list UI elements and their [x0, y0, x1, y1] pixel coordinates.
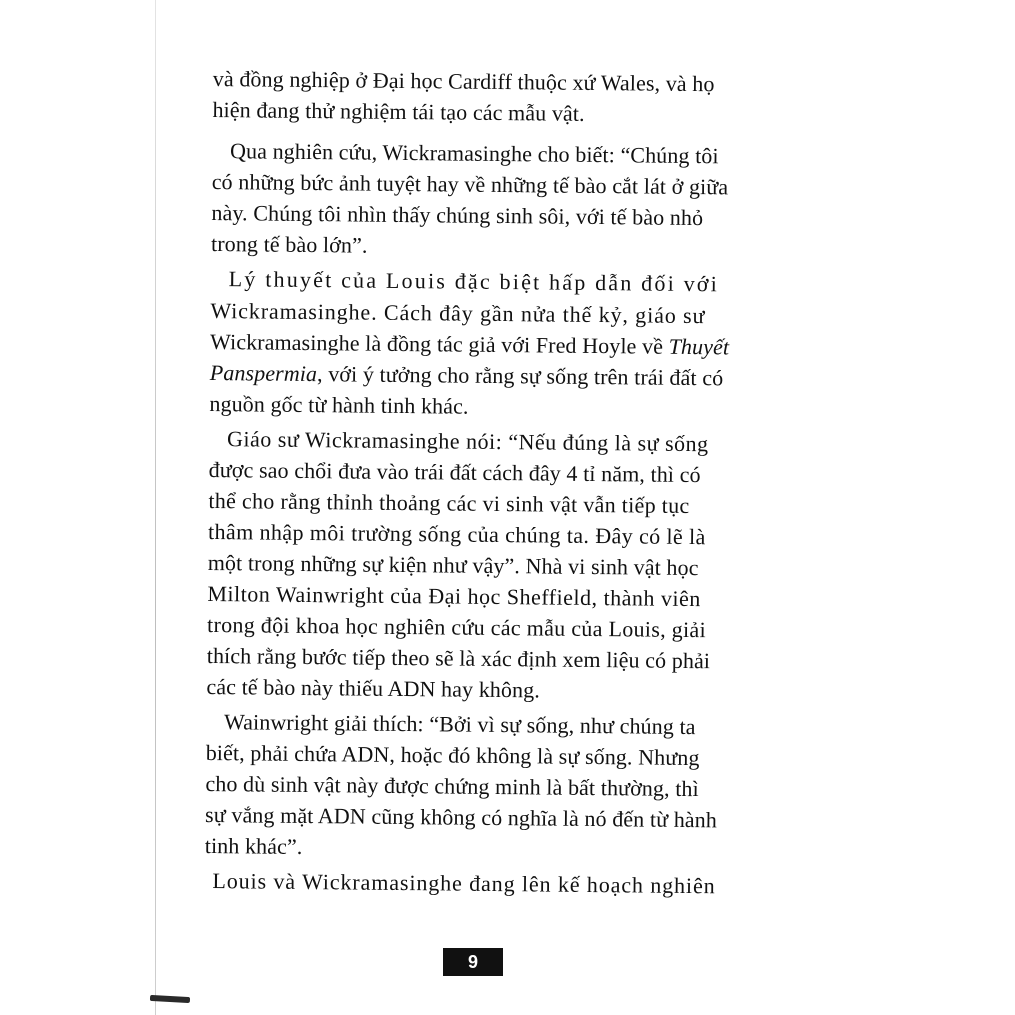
text-line: và đồng nghiệp ở Đại học Cardiff thuộc xứ Wales, và họ — [212, 65, 715, 97]
text-line: nguồn gốc từ hành tinh khác. — [209, 390, 469, 419]
text-line: Lý thuyết của Louis đặc biệt hấp dẫn đối với — [228, 266, 720, 297]
text-line: có những bức ảnh tuyệt hay về những tế bào cắt lát ở giữa — [211, 168, 729, 200]
text-line: sự vắng mặt ADN cũng không có nghĩa là nó đến từ hành — [205, 801, 718, 833]
text-line: biết, phải chứa ADN, hoặc đó không là sự sống. Nhưng — [205, 739, 700, 771]
page-number: 9 — [443, 948, 503, 976]
text-line: Wickramasinghe là đồng tác giả với Fred Hoyle về Thuyết — [209, 328, 730, 360]
text-line: cho dù sinh vật này được chứng minh là bất thường, thì — [205, 770, 699, 802]
text-line: thích rằng bước tiếp theo sẽ là xác định xem liệu có phải — [206, 642, 711, 674]
text-line: Qua nghiên cứu, Wickramasinghe cho biết: “Chúng tôi — [229, 138, 719, 169]
page-edge-line — [155, 0, 156, 1015]
text-line: tinh khác”. — [204, 832, 303, 859]
text-line: Milton Wainwright của Đại học Sheffield, thành viên — [207, 580, 701, 612]
text-line: các tế bào này thiếu ADN hay không. — [206, 673, 541, 703]
text-line: Panspermia, với ý tưởng cho rằng sự sống trên trái đất có — [209, 359, 724, 391]
text-line: trong đội khoa học nghiên cứu các mẫu của Louis, giải — [206, 611, 707, 643]
text-line: được sao chổi đưa vào trái đất cách đây 4 tỉ năm, thì có — [208, 456, 701, 488]
text-line: trong tế bào lớn”. — [210, 230, 368, 258]
body-text — [204, 64, 783, 899]
text-line: một trong những sự kiện như vậy”. Nhà vi sinh vật học — [207, 549, 699, 581]
text-line: này. Chúng tôi nhìn thấy chúng sinh sôi, với tế bào nhỏ — [211, 199, 704, 231]
text-line: Giáo sư Wickramasinghe nói: “Nếu đúng là sự sống — [226, 426, 709, 457]
text-line: Wainwright giải thích: “Bởi vì sự sống, như chúng ta — [223, 709, 696, 740]
text-line: thâm nhập môi trường sống của chúng ta. Đây có lẽ là — [207, 518, 706, 550]
text-line: Louis và Wickramasinghe đang lên kế hoạch nghiên — [212, 868, 716, 899]
text-line: thể cho rằng thỉnh thoảng các vi sinh vật vẫn tiếp tục — [208, 487, 690, 519]
text-line: Wickramasinghe. Cách đây gần nửa thế kỷ, giáo sư — [210, 297, 706, 329]
text-line: hiện đang thử nghiệm tái tạo các mẫu vật. — [212, 96, 585, 126]
